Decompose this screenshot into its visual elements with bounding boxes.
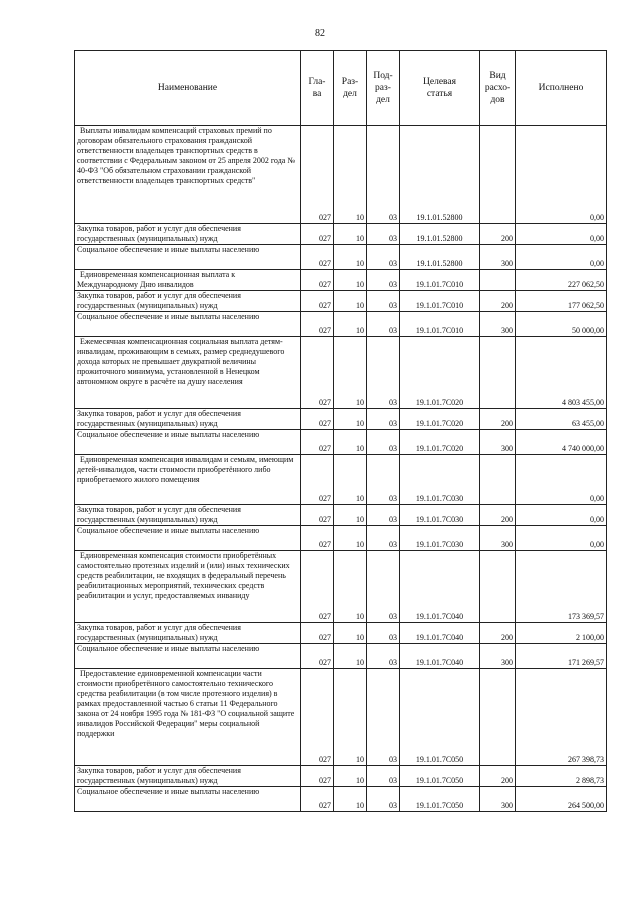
executed-cell: 4 803 455,00 bbox=[516, 337, 607, 409]
section-cell: 10 bbox=[334, 409, 367, 430]
subsection-cell: 03 bbox=[367, 224, 400, 245]
executed-cell: 4 740 000,00 bbox=[516, 430, 607, 455]
target-cell: 19.1.01.7С030 bbox=[400, 526, 480, 551]
executed-cell: 0,00 bbox=[516, 245, 607, 270]
target-cell: 19.1.01.7С030 bbox=[400, 455, 480, 505]
item-name-cell: Социальное обеспечение и иные выплаты населению bbox=[75, 430, 301, 455]
target-cell: 19.1.01.52800 bbox=[400, 245, 480, 270]
subsection-cell: 03 bbox=[367, 526, 400, 551]
expense-type-cell: 200 bbox=[480, 224, 516, 245]
target-cell: 19.1.01.7С020 bbox=[400, 337, 480, 409]
expense-type-cell: 300 bbox=[480, 430, 516, 455]
target-cell: 19.1.01.7С050 bbox=[400, 787, 480, 812]
column-header-section: Раз- дел bbox=[334, 51, 367, 126]
target-cell: 19.1.01.7С020 bbox=[400, 409, 480, 430]
item-name-cell: Закупка товаров, работ и услуг для обеспечения государственных (муниципальных) нужд bbox=[75, 623, 301, 644]
subsection-cell: 03 bbox=[367, 126, 400, 224]
column-header-subsection: Под- раз- дел bbox=[367, 51, 400, 126]
expense-type-cell: 200 bbox=[480, 409, 516, 430]
item-name-cell: Единовременная компенсация стоимости приобретённых самостоятельно протезных изделий и (или) иных технических средств реабилитации, не входящих в федеральный перечень реабилитационных мероприятий, технических средств реабилитации и услуг, предоставляемых инваниду bbox=[75, 551, 301, 623]
table-row bbox=[75, 505, 607, 526]
section-cell: 10 bbox=[334, 291, 367, 312]
section-cell: 10 bbox=[334, 623, 367, 644]
item-name-cell: Выплаты инвалидам компенсаций страховых премий по договорам обязательного страхования гражданской ответственности владельцев транспортных средств в соответствии с Федеральным законом от 25 апреля 2002 года № 40-ФЗ "Об обязательном страховании гражданской ответственности владельцев транспортных средств" bbox=[75, 126, 301, 224]
subsection-cell: 03 bbox=[367, 270, 400, 291]
target-cell: 19.1.01.7С010 bbox=[400, 270, 480, 291]
target-cell: 19.1.01.52800 bbox=[400, 126, 480, 224]
table-row bbox=[75, 669, 607, 766]
item-name-cell: Единовременная компенсация инвалидам и семьям, имеющим детей-инвалидов, части стоимости приобретённого либо приобретаемого жилого помещения bbox=[75, 455, 301, 505]
expense-type-cell bbox=[480, 270, 516, 291]
subsection-cell: 03 bbox=[367, 644, 400, 669]
item-name-cell: Социальное обеспечение и иные выплаты населению bbox=[75, 245, 301, 270]
section-cell: 10 bbox=[334, 126, 367, 224]
table-row bbox=[75, 409, 607, 430]
subsection-cell: 03 bbox=[367, 409, 400, 430]
executed-cell: 63 455,00 bbox=[516, 409, 607, 430]
table-row bbox=[75, 551, 607, 623]
chapter-cell: 027 bbox=[301, 766, 334, 787]
expense-type-cell bbox=[480, 126, 516, 224]
section-cell: 10 bbox=[334, 337, 367, 409]
expense-type-cell: 300 bbox=[480, 312, 516, 337]
chapter-cell: 027 bbox=[301, 787, 334, 812]
subsection-cell: 03 bbox=[367, 766, 400, 787]
subsection-cell: 03 bbox=[367, 245, 400, 270]
target-cell: 19.1.01.52800 bbox=[400, 224, 480, 245]
section-cell: 10 bbox=[334, 312, 367, 337]
section-cell: 10 bbox=[334, 526, 367, 551]
target-cell: 19.1.01.7С020 bbox=[400, 430, 480, 455]
item-name-cell: Закупка товаров, работ и услуг для обеспечения государственных (муниципальных) нужд bbox=[75, 409, 301, 430]
executed-cell: 0,00 bbox=[516, 526, 607, 551]
table-row bbox=[75, 312, 607, 337]
item-name-cell: Социальное обеспечение и иные выплаты населению bbox=[75, 787, 301, 812]
section-cell: 10 bbox=[334, 766, 367, 787]
table-row bbox=[75, 224, 607, 245]
chapter-cell: 027 bbox=[301, 669, 334, 766]
section-cell: 10 bbox=[334, 245, 367, 270]
item-name-cell: Закупка товаров, работ и услуг для обеспечения государственных (муниципальных) нужд bbox=[75, 766, 301, 787]
target-cell: 19.1.01.7С040 bbox=[400, 644, 480, 669]
column-header-target: Целевая статья bbox=[400, 51, 480, 126]
subsection-cell: 03 bbox=[367, 337, 400, 409]
table-row bbox=[75, 430, 607, 455]
table-row bbox=[75, 644, 607, 669]
section-cell: 10 bbox=[334, 270, 367, 291]
section-cell: 10 bbox=[334, 430, 367, 455]
executed-cell: 0,00 bbox=[516, 455, 607, 505]
chapter-cell: 027 bbox=[301, 430, 334, 455]
page-number: 82 bbox=[315, 28, 325, 39]
chapter-cell: 027 bbox=[301, 337, 334, 409]
chapter-cell: 027 bbox=[301, 526, 334, 551]
chapter-cell: 027 bbox=[301, 270, 334, 291]
table-row bbox=[75, 270, 607, 291]
executed-cell: 227 062,50 bbox=[516, 270, 607, 291]
chapter-cell: 027 bbox=[301, 505, 334, 526]
expense-type-cell bbox=[480, 551, 516, 623]
chapter-cell: 027 bbox=[301, 312, 334, 337]
table-row bbox=[75, 455, 607, 505]
table-header-row bbox=[75, 51, 607, 126]
chapter-cell: 027 bbox=[301, 455, 334, 505]
table-row bbox=[75, 291, 607, 312]
item-name-cell: Социальное обеспечение и иные выплаты населению bbox=[75, 312, 301, 337]
section-cell: 10 bbox=[334, 224, 367, 245]
column-header-chapter: Гла- ва bbox=[301, 51, 334, 126]
subsection-cell: 03 bbox=[367, 623, 400, 644]
target-cell: 19.1.01.7С050 bbox=[400, 669, 480, 766]
budget-table bbox=[74, 50, 607, 812]
chapter-cell: 027 bbox=[301, 409, 334, 430]
expense-type-cell bbox=[480, 455, 516, 505]
executed-cell: 0,00 bbox=[516, 126, 607, 224]
column-header-name: Наименование bbox=[75, 51, 301, 126]
item-name-cell: Закупка товаров, работ и услуг для обеспечения государственных (муниципальных) нужд bbox=[75, 291, 301, 312]
expense-type-cell: 300 bbox=[480, 644, 516, 669]
expense-type-cell: 300 bbox=[480, 245, 516, 270]
chapter-cell: 027 bbox=[301, 224, 334, 245]
expense-type-cell: 200 bbox=[480, 766, 516, 787]
section-cell: 10 bbox=[334, 551, 367, 623]
subsection-cell: 03 bbox=[367, 505, 400, 526]
subsection-cell: 03 bbox=[367, 455, 400, 505]
expense-type-cell bbox=[480, 337, 516, 409]
target-cell: 19.1.01.7С050 bbox=[400, 766, 480, 787]
chapter-cell: 027 bbox=[301, 644, 334, 669]
executed-cell: 267 398,73 bbox=[516, 669, 607, 766]
expense-type-cell bbox=[480, 669, 516, 766]
subsection-cell: 03 bbox=[367, 312, 400, 337]
table-row bbox=[75, 245, 607, 270]
executed-cell: 0,00 bbox=[516, 505, 607, 526]
table-row bbox=[75, 337, 607, 409]
table-row bbox=[75, 526, 607, 551]
subsection-cell: 03 bbox=[367, 430, 400, 455]
column-header-expense-type: Вид расхо- дов bbox=[480, 51, 516, 126]
item-name-cell: Единовременная компенсационная выплата к Международному Дню инвалидов bbox=[75, 270, 301, 291]
chapter-cell: 027 bbox=[301, 245, 334, 270]
section-cell: 10 bbox=[334, 505, 367, 526]
table-row bbox=[75, 623, 607, 644]
table-row bbox=[75, 766, 607, 787]
chapter-cell: 027 bbox=[301, 126, 334, 224]
item-name-cell: Закупка товаров, работ и услуг для обеспечения государственных (муниципальных) нужд bbox=[75, 224, 301, 245]
section-cell: 10 bbox=[334, 644, 367, 669]
target-cell: 19.1.01.7С040 bbox=[400, 623, 480, 644]
target-cell: 19.1.01.7С030 bbox=[400, 505, 480, 526]
expense-type-cell: 200 bbox=[480, 623, 516, 644]
section-cell: 10 bbox=[334, 787, 367, 812]
chapter-cell: 027 bbox=[301, 623, 334, 644]
section-cell: 10 bbox=[334, 669, 367, 766]
chapter-cell: 027 bbox=[301, 291, 334, 312]
item-name-cell: Предоставление единовременной компенсации части стоимости приобретённого самостоятельно технического средства реабилитации (в том числе протезного изделия) в рамках предоставленной частью 6 статьи 11 Федерального закона от 24 ноября 1995 года № 181-ФЗ "О социальной защите инвалидов Российской Федерации" меры социальной поддержки bbox=[75, 669, 301, 766]
executed-cell: 264 500,00 bbox=[516, 787, 607, 812]
subsection-cell: 03 bbox=[367, 291, 400, 312]
executed-cell: 2 100,00 bbox=[516, 623, 607, 644]
item-name-cell: Закупка товаров, работ и услуг для обеспечения государственных (муниципальных) нужд bbox=[75, 505, 301, 526]
target-cell: 19.1.01.7С010 bbox=[400, 291, 480, 312]
target-cell: 19.1.01.7С040 bbox=[400, 551, 480, 623]
executed-cell: 173 369,57 bbox=[516, 551, 607, 623]
table-body bbox=[75, 126, 607, 812]
item-name-cell: Социальное обеспечение и иные выплаты населению bbox=[75, 644, 301, 669]
table-row bbox=[75, 126, 607, 224]
item-name-cell: Социальное обеспечение и иные выплаты населению bbox=[75, 526, 301, 551]
executed-cell: 171 269,57 bbox=[516, 644, 607, 669]
column-header-executed: Исполнено bbox=[516, 51, 607, 126]
expense-type-cell: 200 bbox=[480, 291, 516, 312]
executed-cell: 177 062,50 bbox=[516, 291, 607, 312]
expense-type-cell: 300 bbox=[480, 526, 516, 551]
executed-cell: 2 898,73 bbox=[516, 766, 607, 787]
item-name-cell: Ежемесячная компенсационная социальная выплата детям-инвалидам, проживающим в семьях, размер среднедушевого дохода которых не превышает двукратной величины прожиточного минимума, установленной в Ненецком автономном округе в расчёте на душу населения bbox=[75, 337, 301, 409]
expense-type-cell: 300 bbox=[480, 787, 516, 812]
executed-cell: 0,00 bbox=[516, 224, 607, 245]
target-cell: 19.1.01.7С010 bbox=[400, 312, 480, 337]
subsection-cell: 03 bbox=[367, 551, 400, 623]
executed-cell: 50 000,00 bbox=[516, 312, 607, 337]
section-cell: 10 bbox=[334, 455, 367, 505]
subsection-cell: 03 bbox=[367, 787, 400, 812]
table-row bbox=[75, 787, 607, 812]
chapter-cell: 027 bbox=[301, 551, 334, 623]
subsection-cell: 03 bbox=[367, 669, 400, 766]
expense-type-cell: 200 bbox=[480, 505, 516, 526]
